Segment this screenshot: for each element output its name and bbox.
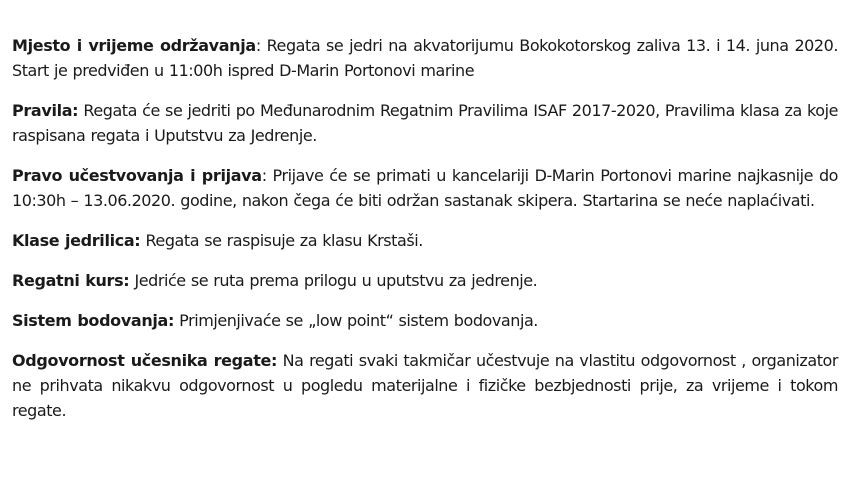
section-participant-responsibility <box>12 348 838 423</box>
section-label: Odgovornost učesnika regate: <box>12 351 278 370</box>
document-body <box>12 33 838 423</box>
section-label: Pravila: <box>12 101 79 120</box>
section-label: Klase jedrilica: <box>12 231 141 250</box>
section-rules <box>12 98 838 148</box>
section-text: : Regata se jedri na akvatorijumu Bokokotorskog zaliva 13. i 14. juna 2020. Start je predviđen u 11:00h ispred D-Marin Portonovi marine <box>12 36 838 80</box>
section-text: Jedriće se ruta prema prilogu u uputstvu za jedrenje. <box>129 271 538 290</box>
section-venue-and-time <box>12 33 838 83</box>
section-text: Na regati svaki takmičar učestvuje na vlastitu odgovornost , organizator ne prihvata nikakvu odgovornost u pogledu materijalne i fizičke bezbjednosti prije, za vrijeme i tokom regate. <box>12 351 838 420</box>
section-boat-classes <box>12 228 838 253</box>
section-text: Regata se raspisuje za klasu Krstaši. <box>140 231 423 250</box>
section-scoring-system <box>12 308 838 333</box>
section-label: Mjesto i vrijeme održavanja <box>12 36 256 55</box>
section-text: : Prijave će se primati u kancelariji D-Marin Portonovi marine najkasnije do 10:30h – 13.06.2020. godine, nakon čega će biti održan sastanak skipera. Startarina se neće naplaćivati. <box>12 166 838 210</box>
section-label: Sistem bodovanja: <box>12 311 175 330</box>
section-eligibility-and-entry <box>12 163 838 213</box>
section-race-course <box>12 268 838 293</box>
section-text: Regata će se jedriti po Međunarodnim Regatnim Pravilima ISAF 2017-2020, Pravilima klasa za koje raspisana regata i Uputstvu za Jedrenje. <box>12 101 838 145</box>
section-label: Pravo učestvovanja i prijava <box>12 166 262 185</box>
section-text: Primjenjivaće se „low point“ sistem bodovanja. <box>174 311 538 330</box>
section-label: Regatni kurs: <box>12 271 130 290</box>
